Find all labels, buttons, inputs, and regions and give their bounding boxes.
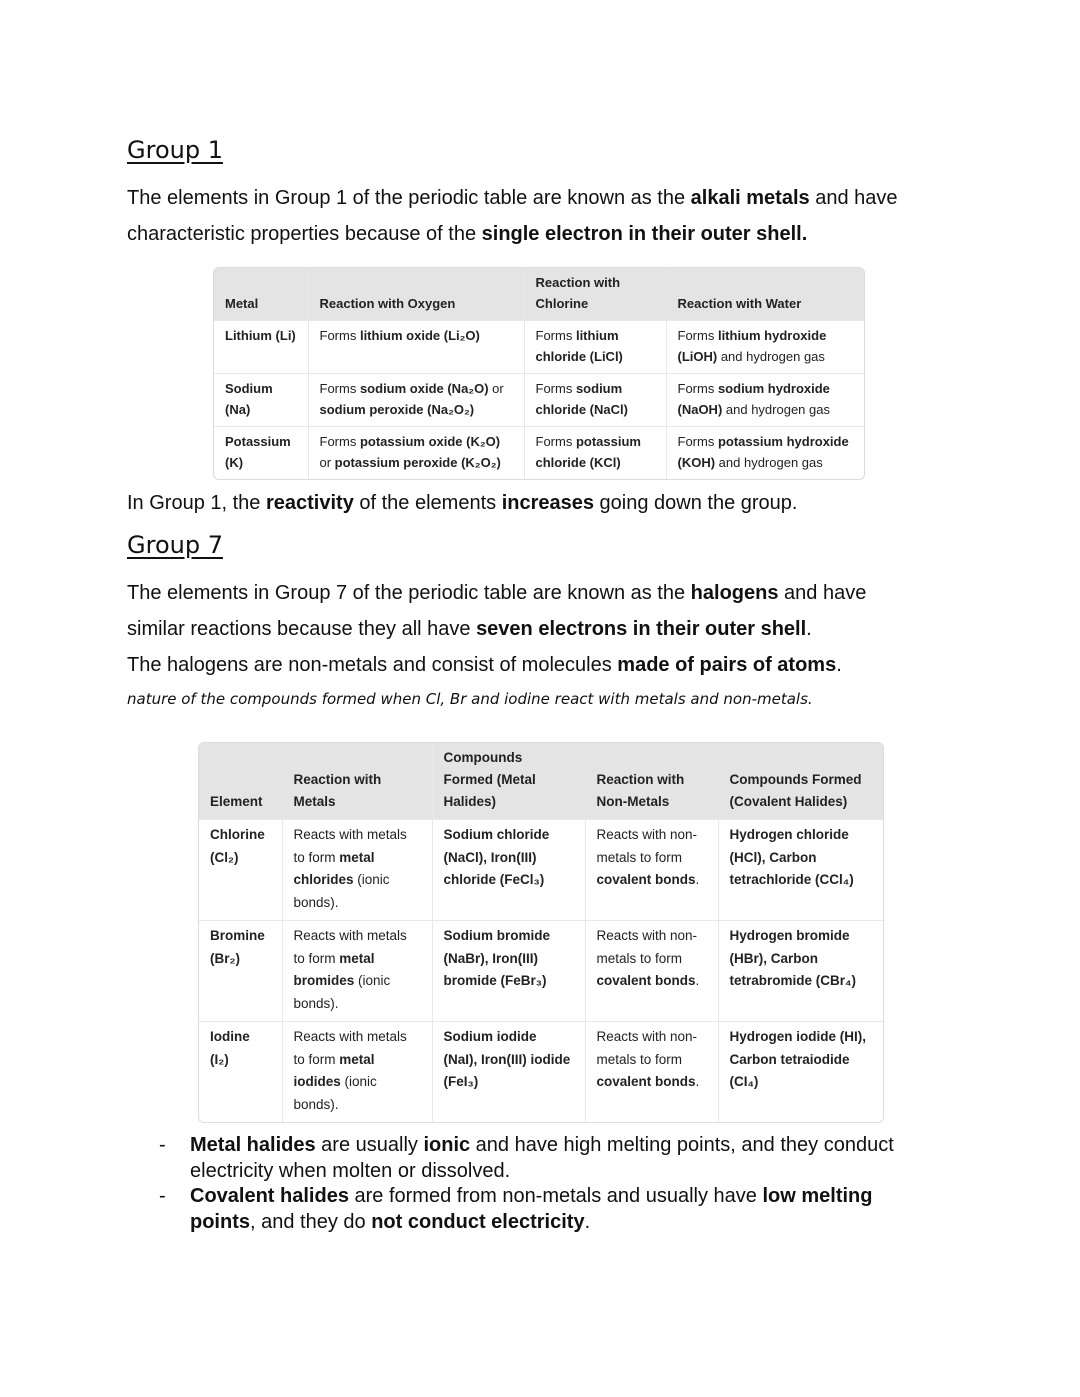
reaction-metals-cell: Reacts with metals to form metal bromides (ionic bonds).	[282, 921, 432, 1022]
group7-intro: The elements in Group 7 of the periodic table are known as the halogens and have similar reactions because they all have seven electrons in their outer shell.	[127, 582, 867, 640]
bullet-covalent-halides: Covalent halides are formed from non-metals and usually have low melting points, and they do not conduct electricity.	[190, 1185, 873, 1233]
chlorine-cell: Forms sodium chloride (NaCl)	[524, 374, 666, 427]
header-reaction-metals: Reaction with Metals	[282, 743, 432, 820]
covalent-halides-cell: Hydrogen iodide (HI), Carbon tetraiodide (CI₄)	[718, 1022, 883, 1123]
group1-heading: Group 1	[127, 136, 223, 164]
header-element: Element	[199, 743, 282, 820]
metal-halides-cell: Sodium iodide (NaI), Iron(III) iodide (FeI₃)	[432, 1022, 585, 1123]
bullet-marker: -	[159, 1185, 166, 1207]
header-water: Reaction with Water	[666, 268, 864, 321]
element-cell: Iodine (I₂)	[199, 1022, 282, 1123]
header-oxygen: Reaction with Oxygen	[308, 268, 524, 321]
reaction-metals-cell: Reacts with metals to form metal chlorides (ionic bonds).	[282, 820, 432, 921]
table-row	[199, 921, 883, 1022]
reaction-nonmetals-cell: Reacts with non-metals to form covalent bonds.	[585, 921, 718, 1022]
metal-halides-cell: Sodium chloride (NaCl), Iron(III) chloride (FeCl₃)	[432, 820, 585, 921]
chlorine-cell: Forms potassium chloride (KCl)	[524, 427, 666, 480]
table-row	[214, 427, 864, 480]
group7-molecules: The halogens are non-metals and consist of molecules made of pairs of atoms.	[127, 654, 842, 676]
element-cell: Bromine (Br₂)	[199, 921, 282, 1022]
group1-table	[213, 267, 865, 480]
header-chlorine: Reaction with Chlorine	[524, 268, 666, 321]
bullet-metal-halides: Metal halides are usually ionic and have high melting points, and they conduct electricity when molten or dissolved.	[190, 1134, 894, 1182]
covalent-halides-cell: Hydrogen chloride (HCl), Carbon tetrachloride (CCl₄)	[718, 820, 883, 921]
covalent-halides-cell: Hydrogen bromide (HBr), Carbon tetrabromide (CBr₄)	[718, 921, 883, 1022]
water-cell: Forms potassium hydroxide (KOH) and hydrogen gas	[666, 427, 864, 480]
table-header-row	[214, 268, 864, 321]
group1-reactivity: In Group 1, the reactivity of the elements increases going down the group.	[127, 492, 798, 514]
group1-intro: The elements in Group 1 of the periodic table are known as the alkali metals and have characteristic properties because of the single electron in their outer shell.	[127, 187, 898, 245]
table-row	[199, 1022, 883, 1123]
reaction-nonmetals-cell: Reacts with non-metals to form covalent bonds.	[585, 1022, 718, 1123]
metal-cell: Sodium (Na)	[214, 374, 308, 427]
element-cell: Chlorine (Cl₂)	[199, 820, 282, 921]
table-row	[199, 820, 883, 921]
reaction-metals-cell: Reacts with metals to form metal iodides (ionic bonds).	[282, 1022, 432, 1123]
group7-note: nature of the compounds formed when Cl, Br and iodine react with metals and non-metals.	[127, 690, 813, 708]
water-cell: Forms sodium hydroxide (NaOH) and hydrogen gas	[666, 374, 864, 427]
water-cell: Forms lithium hydroxide (LiOH) and hydrogen gas	[666, 321, 864, 374]
metal-cell: Lithium (Li)	[214, 321, 308, 374]
header-covalent-halides: Compounds Formed (Covalent Halides)	[718, 743, 883, 820]
metal-halides-cell: Sodium bromide (NaBr), Iron(III) bromide (FeBr₃)	[432, 921, 585, 1022]
header-reaction-nonmetals: Reaction with Non-Metals	[585, 743, 718, 820]
table-row	[214, 321, 864, 374]
metal-cell: Potassium (K)	[214, 427, 308, 480]
header-metal-halides: Compounds Formed (Metal Halides)	[432, 743, 585, 820]
group7-table	[198, 742, 884, 1123]
table-row	[214, 374, 864, 427]
group7-heading: Group 7	[127, 531, 223, 559]
header-metal: Metal	[214, 268, 308, 321]
reaction-nonmetals-cell: Reacts with non-metals to form covalent bonds.	[585, 820, 718, 921]
oxygen-cell: Forms lithium oxide (Li₂O)	[308, 321, 524, 374]
oxygen-cell: Forms sodium oxide (Na₂O) or sodium peroxide (Na₂O₂)	[308, 374, 524, 427]
table-header-row	[199, 743, 883, 820]
bullet-marker: -	[159, 1134, 166, 1156]
chlorine-cell: Forms lithium chloride (LiCl)	[524, 321, 666, 374]
oxygen-cell: Forms potassium oxide (K₂O) or potassium peroxide (K₂O₂)	[308, 427, 524, 480]
